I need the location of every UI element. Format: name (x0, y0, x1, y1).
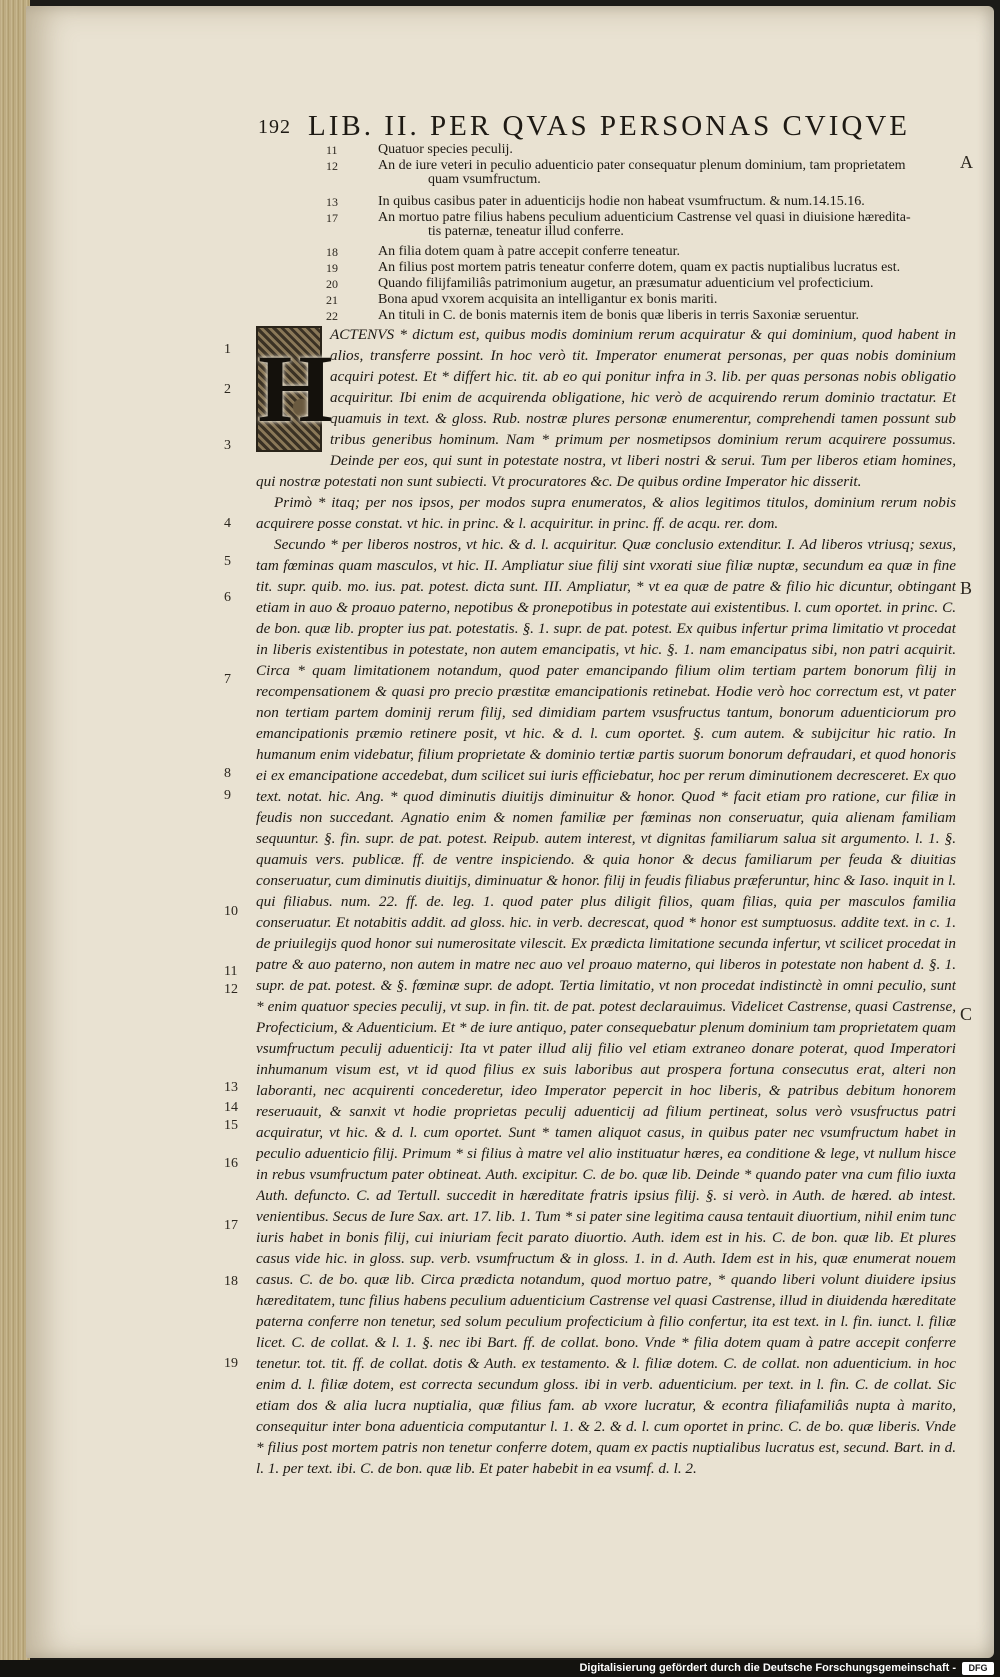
summary-item (26, 173, 994, 189)
summary-text: Quatuor species peculij. (378, 143, 513, 157)
summary-item (26, 277, 994, 293)
summary-text: Quando filijfamiliâs patrimonium augetur, an præsumatur aduenticium vel profecticium. (378, 277, 874, 291)
margin-number: 13 (224, 1080, 238, 1095)
summary-item (26, 309, 994, 325)
side-letter-a: A (960, 152, 973, 172)
summary-text: quam vsumfructum. (428, 173, 541, 187)
margin-number: 14 (224, 1100, 238, 1115)
side-letter-b: B (960, 578, 973, 598)
summary-item (26, 245, 994, 261)
margin-number: 8 (224, 766, 231, 781)
margin-number: 7 (224, 672, 231, 687)
summary-number: 20 (326, 277, 338, 291)
dfg-logo: DFG (962, 1662, 994, 1675)
summary-text: An filius post mortem patris teneatur conferre dotem, quam ex pactis nuptialibus lucratus est. (378, 261, 901, 275)
paragraph: ACTENVS * dictum est, quibus modis dominium rerum acquiratur & qui dominium, quod habent in alios, transferre possint. In hoc verò tit. Imperator enumerat personas, per quas nobis dominium acquiri potest. Et * differt hic. tit. ab eo qui ponitur infra in 3. lib. per quas personas nobis obligatio acquiritur. Ibi enim de acquirenda obligatione, hic verò de acquirendo rerum dominio tractatur. Et quamuis in text. & gloss. Rub. nostræ plures personæ enumerentur, comprehendi tamen possunt sub tribus generibus hominum. Nam * primum per nosmetipsos dominium rerum acquirere possumus. Deinde per eos, qui sunt in potestate nostra, vt liberi nostri & serui. Tum per liberos etiam homines, qui nostræ potestati non sunt subiecti. Vt procuratores &c. De quibus ordine Imperator hic disserit. (256, 326, 956, 490)
margin-number: 10 (224, 904, 238, 919)
margin-number: 17 (224, 1218, 238, 1233)
margin-number: 12 (224, 982, 238, 997)
summary-text: An tituli in C. de bonis maternis item de bonis quæ liberis in terris Saxoniæ seruentur. (378, 309, 860, 323)
summary-text: tis paternæ, teneatur illud conferre. (428, 225, 624, 239)
summary-text: In quibus casibus pater in aduenticijs hodie non habeat vsumfructum. & num.14.15.16. (378, 195, 865, 209)
margin-number: 5 (224, 554, 231, 569)
summary-number: 13 (326, 195, 338, 209)
margin-number: 11 (224, 964, 238, 979)
summary-text: An mortuo patre filius habens peculium aduenticium Castrense vel quasi in diuisione hæredita- (378, 211, 911, 225)
margin-number: 6 (224, 590, 231, 605)
footer-bar (0, 1660, 1000, 1677)
margin-number: 2 (224, 382, 231, 397)
summary-item (26, 195, 994, 211)
initial-letter: H (258, 335, 333, 442)
side-letter-c: C (960, 1004, 973, 1024)
book-page (26, 6, 994, 1658)
margin-number: 19 (224, 1356, 238, 1371)
summary-item (26, 225, 994, 241)
summary-number: 17 (326, 211, 338, 225)
summary-number: 21 (326, 293, 338, 307)
paragraph: Primò * itaq; per nos ipsos, per modos supra enumeratos, & alios legitimos titulos, dominium rerum nobis acquirere posse constat. vt hic. in princ. & l. acquiritur. in princ. ff. de acqu. rer. dom. (256, 494, 956, 532)
margin-number: 18 (224, 1274, 238, 1289)
margin-number: 4 (224, 516, 231, 531)
margin-number: 9 (224, 788, 231, 803)
decorated-initial (256, 326, 333, 452)
paragraph: Secundo * per liberos nostros, vt hic. & d. l. acquiritur. Quæ conclusio extenditur. I. Ad liberos vtriusq; sexus, tam fœminas quam masculos, vt hic. II. Ampliatur siue filij sint vxorati siue filiæ nuptæ, secundum ea quæ in fine tit. supr. quib. mo. ius. pat. potest. dicta sunt. III. Ampliatur, * vt ea quæ de patre & filio hic dicuntur, obtingant etiam in auo & proauo paterno, nepotibus & pronepotibus in potestate aui existentibus. l. cum oportet. in princ. C. de bon. quæ lib. propter ius pat. potestatis. §. 1. supr. de pat. potest. Ex quibus infertur prima limitatio vt procedat in liberis existentibus in potestate, non autem emancipatis, vt hic. §. 1. nam emancipatus sibi, non patri acquirit. Circa * quam limitationem notandum, quod pater emancipando filium olim tertiam partem bonorum filij in recompensationem & quasi pro precio præstitæ emancipationis retinebat. Hodie verò hoc correctum est, vt pater non tertiam partem dominij rerum filij, sed dimidiam partem vsusfructus tantum, bonorum aduenticiorum pro emancipationis præmio retinere posit, vt hic. & d. l. cum oportet. §. cum autem. & subijcitur hic ratio. In humanum enim videbatur, filium proprietate & dominio tertiæ partis suorum bonorum defraudari, et quod honoris ei ex emancipatione accedebat, dum scilicet sui iuris efficiebatur, hoc per rerum diminutionem decresceret. Ex quo text. notat. hic. Ang. * quod diminutis diuitijs diminuitur & honor. Quod * facit etiam pro ratione, cur filiæ in feudis non succedant. Agnatio enim & nomen familiæ per fœminas non conseruatur, quia alienam familiam sequuntur. §. fin. supr. de pat. potest. Reipub. autem interest, vt dignitas familiarum salua sit argumento. l. 1. §. quamuis vers. publicæ. ff. de ventre inspiciendo. & quia honor & decus familiarum per feuda & diuitias conseruatur, cum diminutis diuitijs, diminuatur & honor. filij in feudis filiabus præferuntur, hinc & Iaso. inquit in l. qui filiabus. num. 22. ff. de. leg. 1. quod pater plus diligit filios, quam filias, quia per masculos familia conseruatur. Et notabitis addit. ad gloss. hic. in verb. decrescat, quod * honor est sumptuosus. addite text. in c. 1. de priuilegijs quod honor sui numerositate vilescit. Ex prædicta limitatione secunda infertur, vt scilicet procedat in patre & auo paterno, non autem in matre nec auo vel proauo materno, qui liberos in potestate non habent d. §. 1. supr. de pat. potest. & §. fœminæ supr. de adopt. Tertia limitatio, vt non procedat indistinctè in omni peculio, sunt * enim quatuor species peculij, vt sup. in fin. tit. de pat. potest declarauimus. Videlicet Castrense, quasi Castrense, Profecticium, & Aduenticium. Et * de iure antiquo, pater consequebatur plenum dominium tam proprietatem quam vsumfructum peculij aduenticij: Ita vt pater illud alij filio vel etiam extraneo donare poterat, quod Imperatori inhumanum visum est, vt id quod filius ex suis laboribus aut prospera fortuna consecutus erat, alteri non laboranti, nec acquirenti concederetur, ideo Imperator pepercit in hoc liberis, & patribus debitum honorem reseruauit, & sanxit vt hodie proprietas peculij aduenticij ad filium pertineat, solus verò vsusfructus patri acquiratur, vt hic. & d. l. cum oportet. Sunt * tamen aliquot casus, in quibus pater nec vsumfructum habet in peculio aduenticio filij. Primum * si filius à matre vel alio instituatur hæres, ea conditione & lege, vt nullum hisce in rebus vsumfructum pater obtineat. Auth. excipitur. C. de bo. quæ lib. Deinde * quando pater vna cum filio iuxta Auth. defuncto. C. ad Tertull. succedit in hæreditate fratris ipsius filij. §. si verò. in Auth. de hæred. ab intest. venientibus. Secus de Iure Sax. art. 17. lib. 1. Tum * si pater sine legitima causa tentauit diuortium, nihil enim tunc iuris habet in bonis filij, cui iniuriam fecit parato diuortio. Auth. idem est in his. C. de bon. quæ lib. Et plures casus vide hic. in gloss. sup. verb. vsumfructum & in gloss. 1. in d. Auth. Idem est in his, quæ enumerat nouem casus. C. de bo. quæ lib. Circa prædicta notandum, quod mortuo patre, * quando liberi volunt diuidere ipsius hæreditatem, tunc filius habens peculium aduenticium Castrense vel quasi Castrense, illud in diuidenda hæreditate paterna conferre non tenetur, sed solum peculium profecticium à filio confertur, ita est text. in l. fin. iunct. l. filiæ licet. C. de collat. & l. 1. §. nec ibi Bart. ff. de collat. bono. Vnde * filia dotem quam à patre accepit conferre tenetur. tot. tit. ff. de collat. dotis & Auth. ex testamento. & l. filiæ dotem. C. de collat. non aduenticium. in hoc enim d. l. filiæ dotem, est correcta secundum gloss. ibi in verb. aduenticium. per text. in l. fin. C. de collat. Sic etiam dos & alia lucra nuptialia, quæ filius fam. ab vxore lucratur, & econtra filiafamiliâs nupta à marito, consequitur inter bona aduenticia computantur l. 1. & 2. & d. l. cum oportet in princ. C. de bo. quæ liberis. Vnde * filius post mortem patris non tenetur conferre dotem, quam ex pactis nuptialibus lucratus est, secund. Bart. in d. l. 1. per text. ibi. C. de bon. quæ lib. Et pater habebit in ea vsumf. d. l. 2. (256, 536, 956, 1477)
main-text (256, 324, 956, 1614)
summary-number: 22 (326, 309, 338, 323)
page-number: 192 (258, 116, 291, 138)
digitization-credit: Digitalisierung gefördert durch die Deutsche Forschungsgemeinschaft - (579, 1662, 956, 1674)
summary-text: An de iure veteri in peculio aduenticio pater consequatur plenum dominium, tam proprietatem (378, 159, 906, 173)
summary-item (26, 293, 994, 309)
summary-item (26, 261, 994, 277)
summary-text: Bona apud vxorem acquisita an intelligantur ex bonis mariti. (378, 293, 718, 307)
summary-item (26, 143, 994, 159)
summary-number: 18 (326, 245, 338, 259)
margin-number: 16 (224, 1156, 238, 1171)
summary-number: 12 (326, 159, 338, 173)
margin-number: 3 (224, 438, 231, 453)
running-title: LIB. II. PER QVAS PERSONAS CVIQVE (308, 110, 910, 142)
page-header (258, 110, 910, 146)
margin-number: 1 (224, 342, 231, 357)
summary-number: 11 (326, 143, 338, 157)
summary-number: 19 (326, 261, 338, 275)
summary-text: An filia dotem quam à patre accepit conferre teneatur. (378, 245, 681, 259)
margin-number: 15 (224, 1118, 238, 1133)
